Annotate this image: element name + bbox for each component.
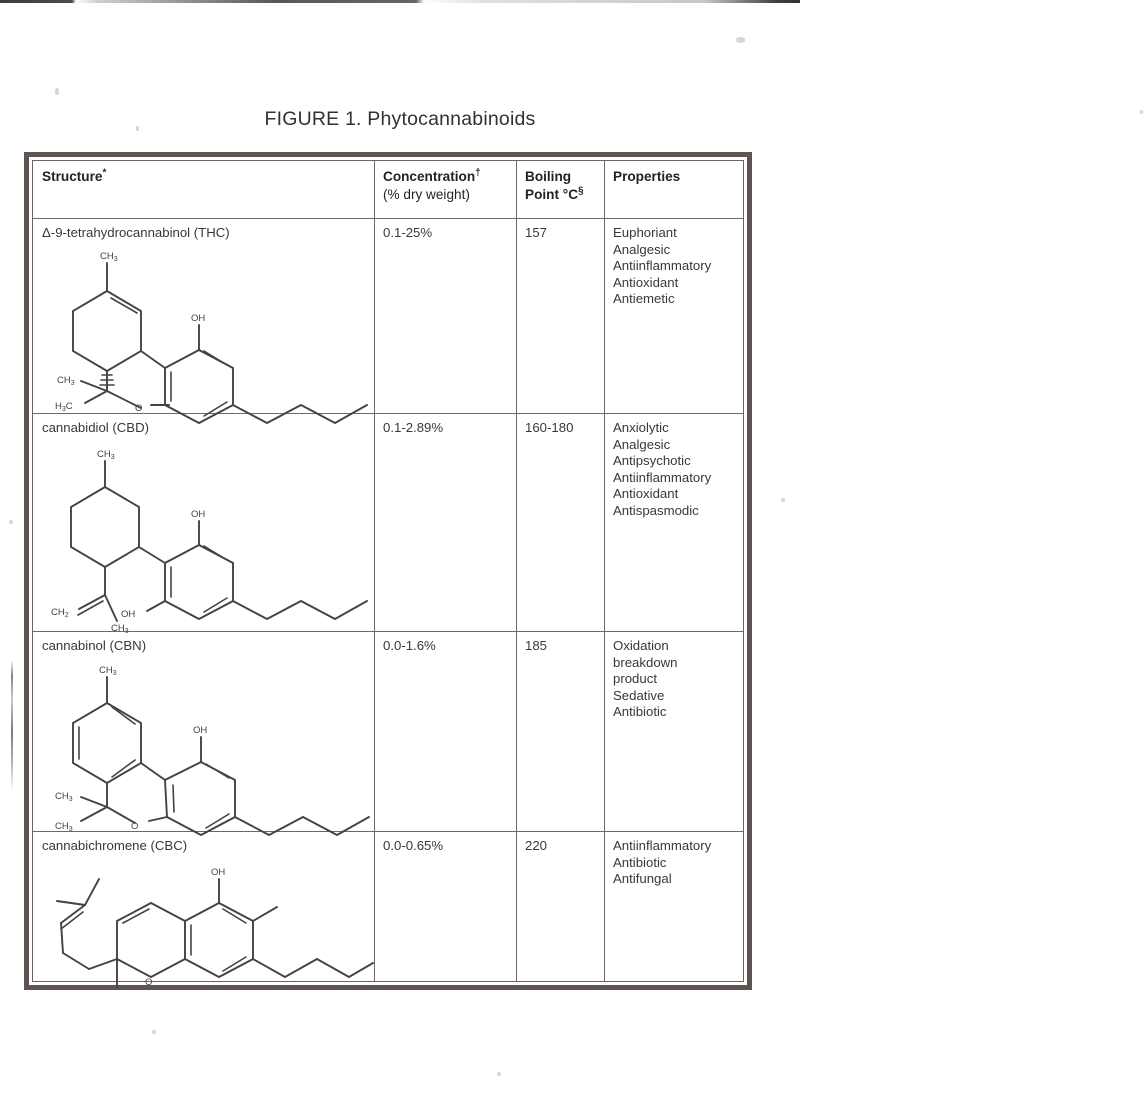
scan-top-edge <box>0 0 800 3</box>
cell-boiling-point <box>516 218 604 413</box>
scan-speck <box>55 88 59 95</box>
header-boiling-point-line2: Point °C <box>525 186 579 202</box>
atom-label-ch2: $CH_2$ <box>51 607 69 619</box>
atom-label-oh: OH <box>191 313 206 324</box>
cell-concentration <box>374 631 516 831</box>
property-item: Antibiotic <box>613 854 667 870</box>
atom-label-ch3: $CH_3$ <box>100 251 118 263</box>
cell-concentration <box>374 218 516 413</box>
atom-label-oh: OH <box>211 867 226 878</box>
property-item: product <box>613 671 657 686</box>
property-item: Anxiolytic <box>613 420 669 435</box>
scan-speck <box>9 520 13 524</box>
phytocannabinoid-table <box>24 152 752 990</box>
cell-concentration <box>374 831 516 989</box>
cell-boiling-point <box>516 631 604 831</box>
header-concentration-label: Concentration <box>383 169 476 184</box>
property-item: Antiinflammatory <box>613 838 712 853</box>
cell-boiling-point <box>516 413 604 631</box>
header-concentration-sublabel: (% dry weight) <box>383 186 470 202</box>
property-item: Antioxidant <box>613 486 679 501</box>
property-item: Antioxidant <box>613 274 679 290</box>
header-structure <box>33 161 374 218</box>
atom-label-o: O <box>131 821 139 832</box>
figure-title: FIGURE 1. Phytocannabinoids <box>264 108 536 130</box>
concentration-value: 0.0-0.65% <box>383 838 444 853</box>
property-item: Antiemetic <box>613 291 675 306</box>
compound-name: cannabichromene (CBC) <box>42 838 188 853</box>
table-row <box>33 218 374 413</box>
atom-label-ch3: $CH_3$ <box>55 821 73 833</box>
property-item: Antipsychotic <box>613 453 691 468</box>
boiling-point-value: 185 <box>525 638 548 653</box>
atom-label-ch3: $CH_3$ <box>55 791 73 803</box>
header-properties <box>604 161 749 218</box>
atom-label-oh: OH <box>193 725 208 736</box>
property-item: Antiinflammatory <box>613 469 712 485</box>
atom-label-o: O <box>145 977 153 988</box>
table-inner-border <box>32 160 744 988</box>
table-row <box>33 631 374 831</box>
property-item: Analgesic <box>613 436 671 452</box>
property-item: Antifungal <box>613 871 672 886</box>
boiling-point-value: 157 <box>525 225 548 240</box>
atom-label-ch3: $CH_3$ <box>99 665 117 677</box>
cell-properties <box>604 831 749 989</box>
scan-speck <box>736 37 745 43</box>
scan-speck <box>781 498 785 502</box>
property-item: Euphoriant <box>613 225 677 240</box>
concentration-value: 0.1-2.89% <box>383 420 444 435</box>
header-concentration <box>374 161 516 218</box>
header-boiling-point <box>516 161 604 218</box>
atom-label-h3c: $H_3C$ <box>55 401 73 413</box>
property-item: Antispasmodic <box>613 502 699 518</box>
boiling-point-value: 160-180 <box>525 420 574 435</box>
atom-label-ch3: $CH_3$ <box>97 449 115 461</box>
concentration-value: 0.1-25% <box>383 225 433 240</box>
compound-name: cannabidiol (CBD) <box>42 420 150 435</box>
atom-label-oh: OH <box>191 509 206 520</box>
cell-properties <box>604 631 749 831</box>
scan-speck <box>152 1030 156 1034</box>
compound-name: Δ-9-tetrahydrocannabinol (THC) <box>42 225 230 240</box>
table-row <box>33 831 374 989</box>
scan-speck <box>497 1072 501 1076</box>
concentration-value: 0.0-1.6% <box>383 638 436 653</box>
cell-boiling-point <box>516 831 604 989</box>
property-item: Sedative <box>613 687 665 703</box>
header-structure-label: Structure <box>42 169 103 184</box>
property-item: Antiinflammatory <box>613 258 712 273</box>
cell-concentration <box>374 413 516 631</box>
cell-properties <box>604 413 749 631</box>
cell-properties <box>604 218 749 413</box>
header-structure-marker: * <box>102 167 107 179</box>
atom-label-oh: OH <box>121 609 136 620</box>
scan-edge-line <box>11 660 13 790</box>
property-item: Analgesic <box>613 241 671 257</box>
property-item: Antibiotic <box>613 704 667 719</box>
header-properties-label: Properties <box>613 169 681 184</box>
boiling-point-value: 220 <box>525 838 548 853</box>
compound-name: cannabinol (CBN) <box>42 638 147 653</box>
property-item: Oxidation <box>613 638 669 653</box>
header-concentration-marker: † <box>475 167 481 179</box>
atom-label-ch3: $CH_3$ <box>111 623 129 635</box>
header-boiling-point-marker: § <box>578 184 584 196</box>
atom-label-o: O <box>135 403 143 414</box>
property-item: breakdown <box>613 654 678 670</box>
atom-label-ch3: $CH_3$ <box>57 375 75 387</box>
header-boiling-point-line1: Boiling <box>525 169 572 184</box>
table-row <box>33 413 374 631</box>
